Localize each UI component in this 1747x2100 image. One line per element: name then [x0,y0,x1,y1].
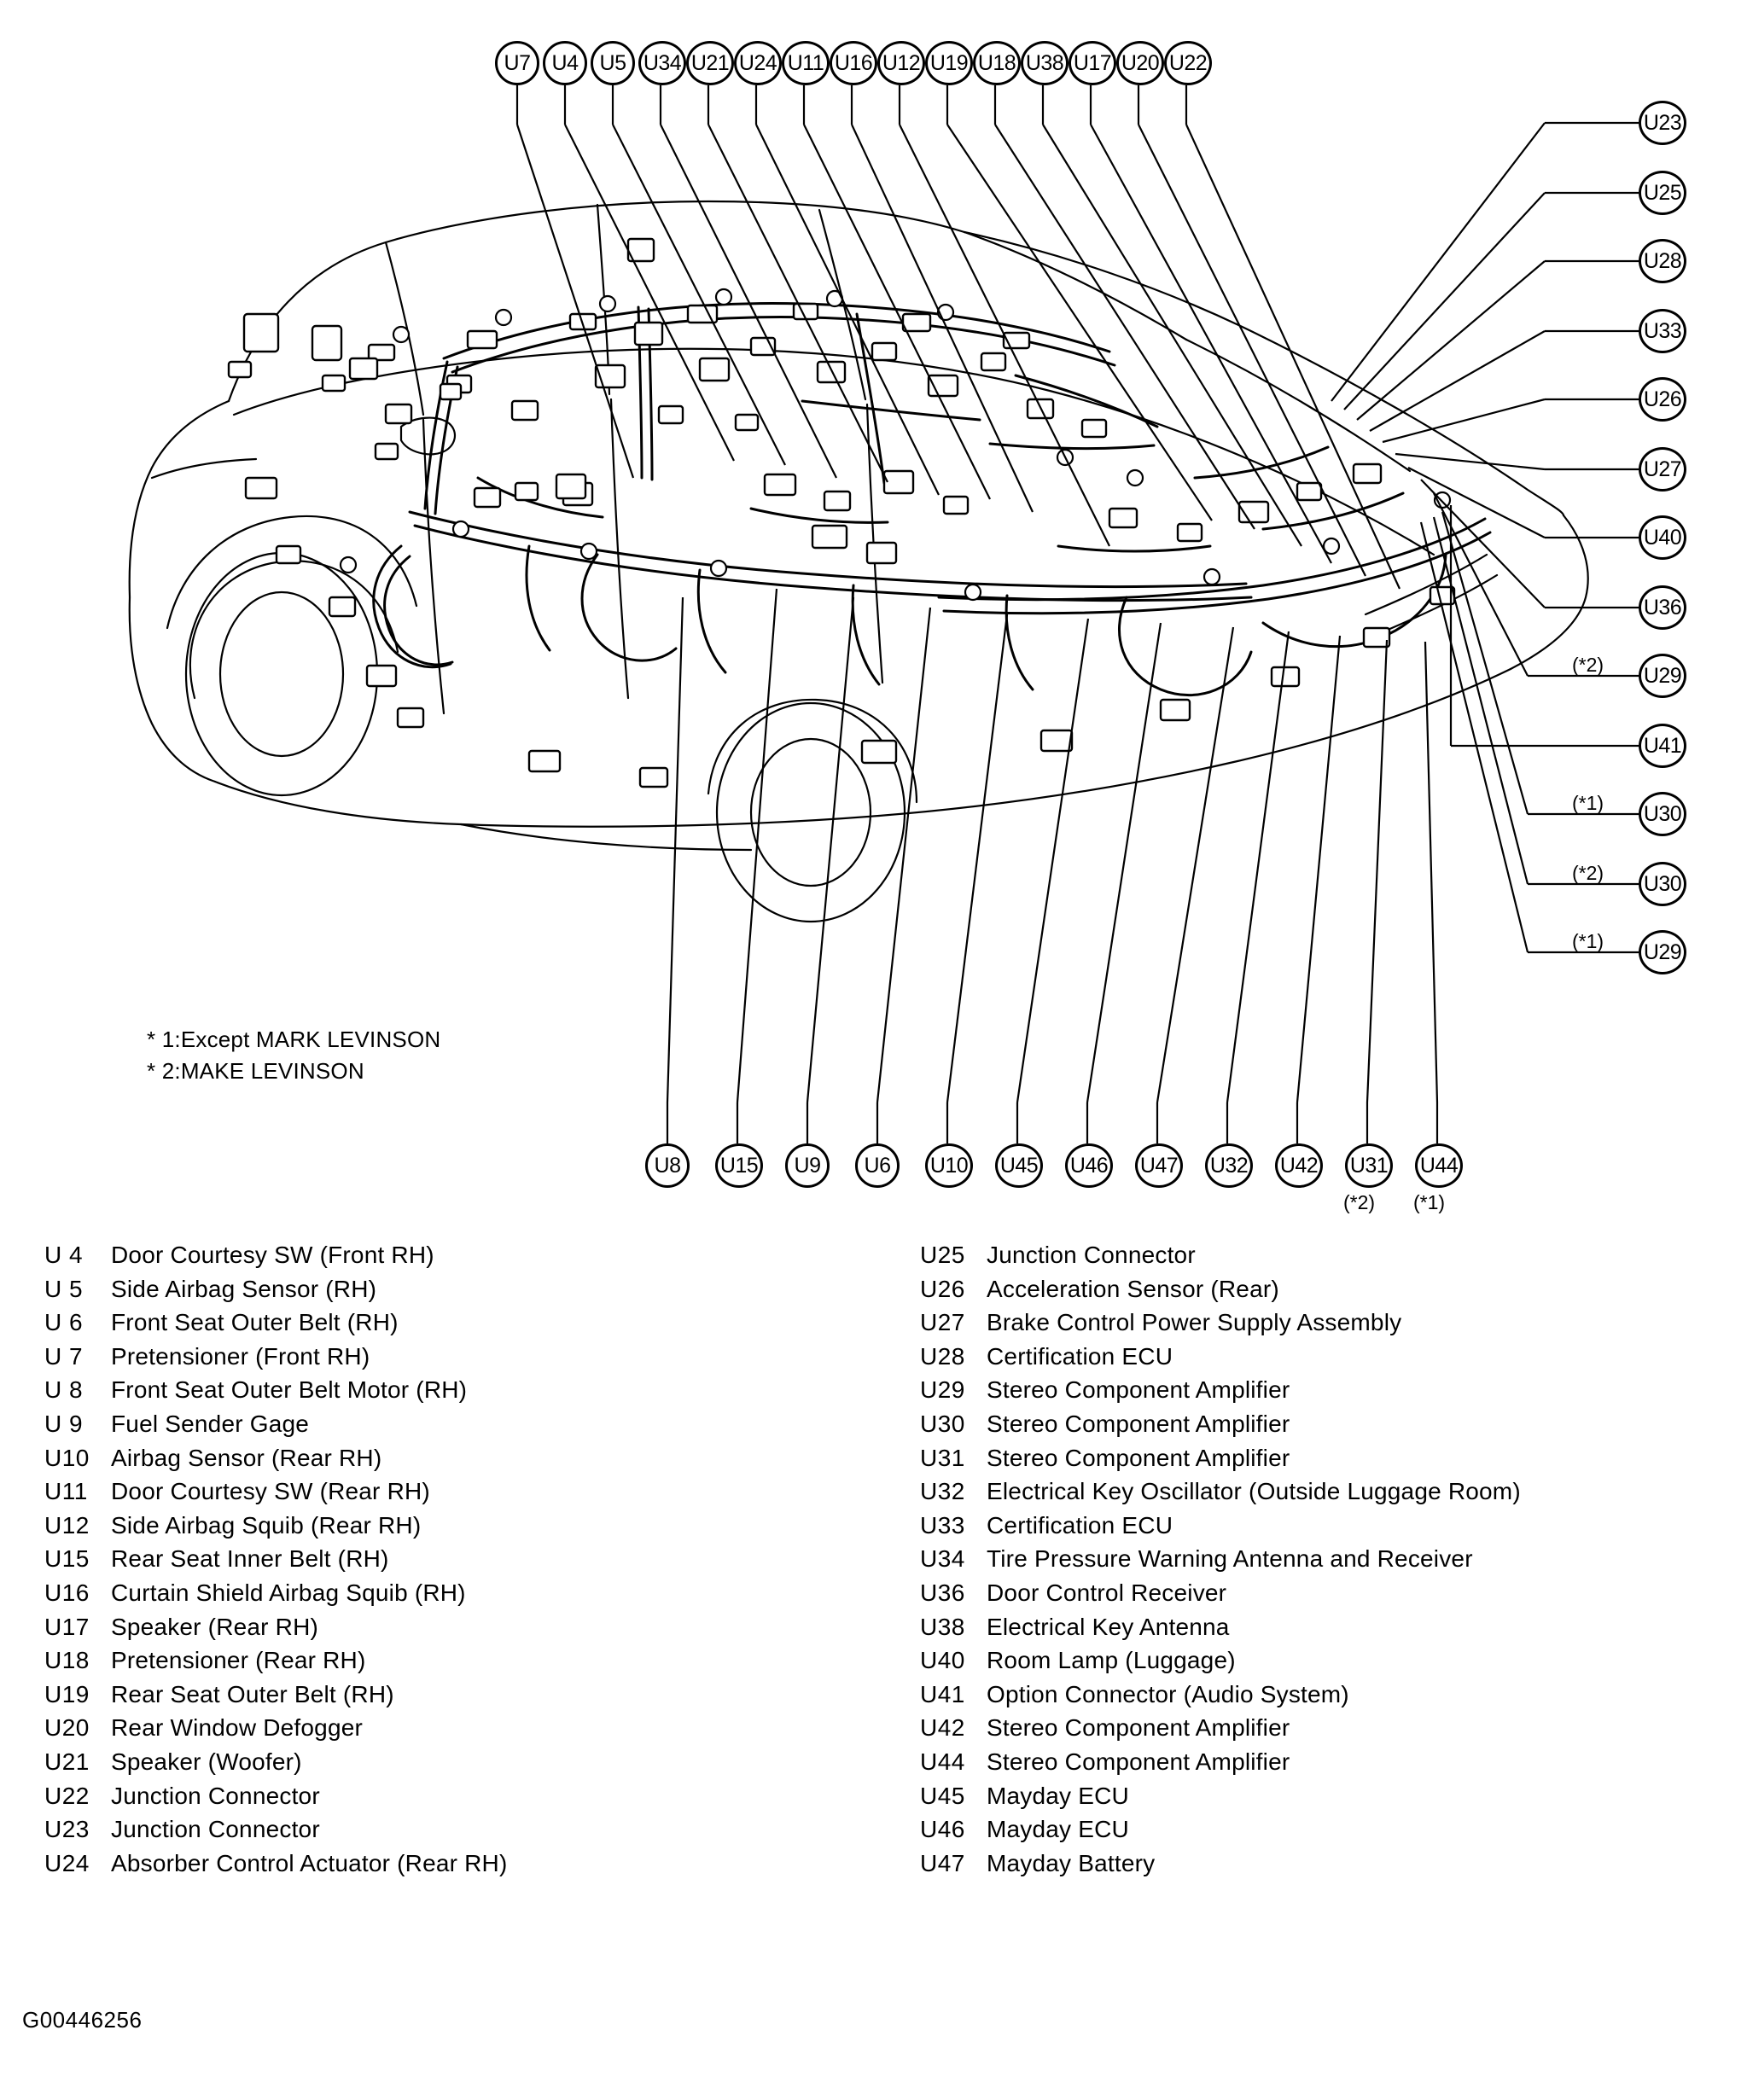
legend-description: Junction Connector [111,1782,320,1809]
legend-code: U27 [920,1309,965,1336]
legend-description: Room Lamp (Luggage) [987,1647,1236,1674]
callout-u26[interactable]: U26 [1639,377,1686,422]
callout-u45[interactable]: U45 [995,1143,1043,1188]
callout-u29[interactable]: U29 [1639,654,1686,698]
legend-description: Absorber Control Actuator (Rear RH) [111,1849,508,1876]
callout-u38[interactable]: U38 [1021,41,1069,85]
legend-description: Stereo Component Amplifier [987,1714,1290,1742]
legend-description: Door Control Receiver [987,1579,1227,1606]
callout-u44[interactable]: U44 [1415,1143,1463,1188]
callout-u20[interactable]: U20 [1116,41,1164,85]
callout-u10[interactable]: U10 [925,1143,973,1188]
footnote-2: * 2:MAKE LEVINSON [147,1057,364,1084]
legend-description: Junction Connector [111,1816,320,1843]
callout-u33[interactable]: U33 [1639,309,1686,353]
callout-u29[interactable]: U29 [1639,930,1686,974]
legend-row [44,1714,508,1748]
legend-description: Stereo Component Amplifier [987,1376,1290,1404]
legend-row [920,1681,1521,1715]
legend-code: U 8 [44,1376,84,1404]
legend-row [920,1376,1521,1411]
footnote-marker: (*2) [1572,654,1604,676]
callout-u28[interactable]: U28 [1639,239,1686,283]
legend-code: U19 [44,1680,90,1707]
footnote-marker: (*2) [1343,1191,1376,1213]
callout-u6[interactable]: U6 [855,1143,900,1188]
legend-description: Rear Seat Inner Belt (RH) [111,1545,389,1573]
legend-code: U46 [920,1816,965,1843]
legend-row [920,1242,1521,1276]
legend-code: U47 [920,1849,965,1876]
legend-description: Certification ECU [987,1342,1173,1370]
legend-description: Airbag Sensor (Rear RH) [111,1444,382,1471]
legend-description: Front Seat Outer Belt Motor (RH) [111,1376,468,1404]
callout-u36[interactable]: U36 [1639,585,1686,630]
callout-u46[interactable]: U46 [1065,1143,1113,1188]
legend-row [44,1681,508,1715]
callout-u17[interactable]: U17 [1069,41,1116,85]
legend-row [920,1647,1521,1681]
legend-row [44,1748,508,1783]
legend-code: U36 [920,1579,965,1606]
legend-code: U16 [44,1579,90,1606]
legend-description: Door Courtesy SW (Rear RH) [111,1478,430,1505]
legend-description: Brake Control Power Supply Assembly [987,1309,1402,1336]
legend-row [44,1376,508,1411]
legend-code: U12 [44,1511,90,1539]
callout-u7[interactable]: U7 [495,41,539,85]
legend-row [44,1478,508,1512]
legend-description: Front Seat Outer Belt (RH) [111,1309,399,1336]
legend-code: U45 [920,1782,965,1809]
legend-code: U26 [920,1275,965,1302]
legend-description: Door Courtesy SW (Front RH) [111,1242,434,1268]
footnote-marker: (*1) [1413,1191,1446,1213]
legend-code: U17 [44,1613,90,1640]
legend-code: U30 [920,1410,965,1437]
legend-code: U11 [44,1478,88,1505]
legend-description: Side Airbag Sensor (RH) [111,1275,377,1302]
callout-u30[interactable]: U30 [1639,792,1686,836]
legend-code: U25 [920,1242,965,1268]
legend-code: U 7 [44,1342,84,1370]
legend-row [920,1276,1521,1310]
legend-code: U 4 [44,1242,84,1268]
legend-description: Pretensioner (Front RH) [111,1342,370,1370]
legend-code: U21 [44,1748,90,1775]
callout-u23[interactable]: U23 [1639,101,1686,145]
callout-u31[interactable]: U31 [1345,1143,1393,1188]
legend-row [920,1579,1521,1614]
legend-code: U18 [44,1647,90,1674]
legend-row [920,1614,1521,1648]
legend-row [920,1545,1521,1579]
legend-code: U24 [44,1849,90,1876]
callout-u15[interactable]: U15 [715,1143,763,1188]
legend-code: U33 [920,1511,965,1539]
legend-row [44,1445,508,1479]
legend-row [920,1478,1521,1512]
callout-u47[interactable]: U47 [1135,1143,1183,1188]
legend-description: Mayday ECU [987,1782,1129,1809]
legend-column-right [920,1242,1521,1883]
legend-row [920,1411,1521,1445]
legend-description: Stereo Component Amplifier [987,1444,1290,1471]
legend-row [44,1647,508,1681]
legend-description: Speaker (Woofer) [111,1748,302,1775]
legend-row [44,1512,508,1546]
legend-description: Pretensioner (Rear RH) [111,1647,366,1674]
legend-description: Tire Pressure Warning Antenna and Receiver [987,1545,1473,1573]
callout-u24[interactable]: U24 [734,41,782,85]
legend-row [44,1614,508,1648]
callout-u40[interactable]: U40 [1639,515,1686,560]
legend-description: Curtain Shield Airbag Squib (RH) [111,1579,466,1606]
legend-description: Mayday Battery [987,1849,1156,1876]
callout-u18[interactable]: U18 [973,41,1021,85]
callout-u9[interactable]: U9 [785,1143,830,1188]
legend-row [44,1242,508,1276]
callout-u30[interactable]: U30 [1639,862,1686,906]
legend-code: U28 [920,1342,965,1370]
legend-code: U15 [44,1545,90,1573]
callout-u41[interactable]: U41 [1639,724,1686,768]
legend-row [920,1816,1521,1850]
callout-u4[interactable]: U4 [543,41,587,85]
legend-row [920,1445,1521,1479]
legend-description: Electrical Key Oscillator (Outside Luggage Room) [987,1478,1521,1505]
legend-row [920,1748,1521,1783]
legend-description: Side Airbag Squib (Rear RH) [111,1511,422,1539]
legend-code: U10 [44,1444,90,1471]
callout-u8[interactable]: U8 [645,1143,690,1188]
legend-code: U31 [920,1444,965,1471]
legend-description: Speaker (Rear RH) [111,1613,319,1640]
legend-row [920,1309,1521,1343]
footnote-marker: (*2) [1572,862,1604,884]
legend-code: U29 [920,1376,965,1404]
legend-row [44,1579,508,1614]
legend-description: Stereo Component Amplifier [987,1410,1290,1437]
legend-row [44,1343,508,1377]
legend-code: U 5 [44,1275,84,1302]
callout-u34[interactable]: U34 [638,41,686,85]
legend-row [44,1545,508,1579]
callout-u21[interactable]: U21 [686,41,734,85]
legend-code: U 9 [44,1410,84,1437]
legend-row [920,1714,1521,1748]
callout-u5[interactable]: U5 [591,41,635,85]
legend-description: Acceleration Sensor (Rear) [987,1275,1279,1302]
legend-code: U44 [920,1748,965,1775]
legend-code: U38 [920,1613,965,1640]
legend-code: U20 [44,1714,90,1742]
diagram-footnotes [147,1024,440,1087]
legend-row [44,1783,508,1817]
footnote-1: * 1:Except MARK LEVINSON [147,1027,441,1052]
legend-code: U23 [44,1816,90,1843]
callout-u19[interactable]: U19 [925,41,973,85]
legend-row [920,1343,1521,1377]
legend-row [920,1850,1521,1884]
footnote-marker: (*1) [1572,792,1604,814]
legend-description: Fuel Sender Gage [111,1410,310,1437]
legend-description: Junction Connector [987,1242,1196,1268]
legend-row [44,1309,508,1343]
legend-description: Electrical Key Antenna [987,1613,1230,1640]
callout-u22[interactable]: U22 [1164,41,1212,85]
legend-code: U40 [920,1647,965,1674]
legend-description: Certification ECU [987,1511,1173,1539]
legend-description: Mayday ECU [987,1816,1129,1843]
legend-description: Stereo Component Amplifier [987,1748,1290,1775]
legend-row [920,1783,1521,1817]
callout-u27[interactable]: U27 [1639,447,1686,492]
legend-code: U22 [44,1782,90,1809]
legend-description: Rear Window Defogger [111,1714,364,1742]
legend-code: U42 [920,1714,965,1742]
callout-u11[interactable]: U11 [782,41,830,85]
legend-row [44,1411,508,1445]
callout-u32[interactable]: U32 [1205,1143,1253,1188]
legend-code: U 6 [44,1309,84,1336]
callout-u25[interactable]: U25 [1639,171,1686,215]
legend-row [44,1850,508,1884]
legend-code: U32 [920,1478,965,1505]
legend-description: Option Connector (Audio System) [987,1680,1349,1707]
legend-description: Rear Seat Outer Belt (RH) [111,1680,394,1707]
footnote-marker: (*1) [1572,930,1604,952]
legend-column-left [44,1242,508,1883]
callout-u42[interactable]: U42 [1275,1143,1323,1188]
drawing-number: G00446256 [22,2007,143,2033]
callout-u12[interactable]: U12 [877,41,925,85]
callout-u16[interactable]: U16 [830,41,877,85]
legend-row [44,1816,508,1850]
legend-code: U41 [920,1680,965,1707]
legend-code: U34 [920,1545,965,1573]
legend-row [44,1276,508,1310]
legend-row [920,1512,1521,1546]
